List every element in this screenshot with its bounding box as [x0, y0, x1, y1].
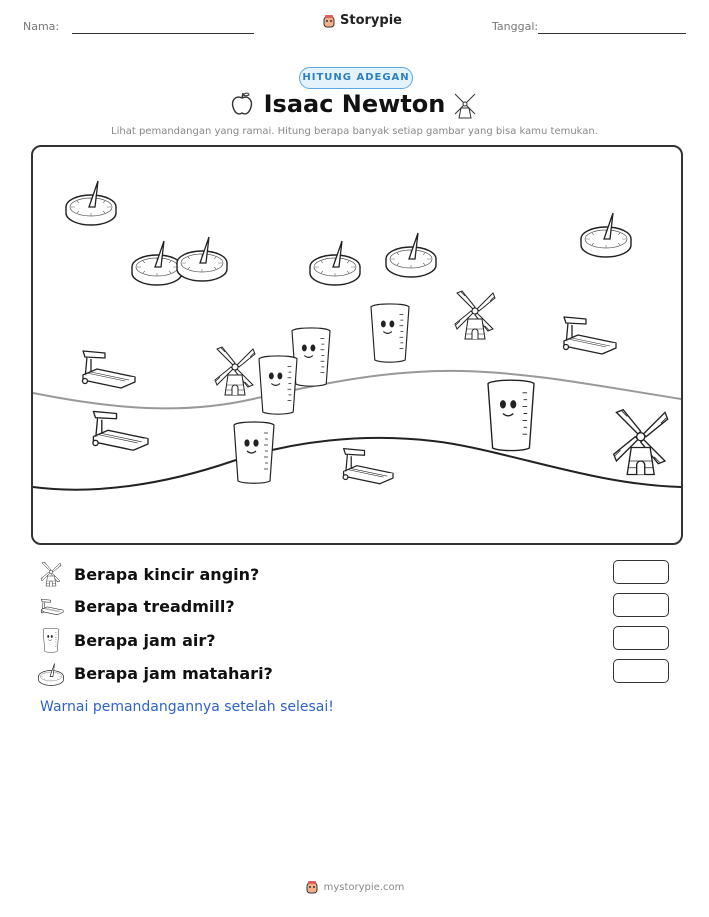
- windmill-icon: [215, 347, 255, 395]
- treadmill-icon: [343, 449, 393, 484]
- page-title: Isaac Newton: [263, 90, 446, 118]
- water-clock-icon: [371, 304, 409, 362]
- treadmill-icon: [38, 593, 64, 619]
- date-field[interactable]: [538, 33, 686, 34]
- sundial-icon: [132, 241, 182, 285]
- name-label: Nama:: [23, 20, 60, 33]
- sundial-icon: [386, 233, 436, 277]
- windmill-title-icon: [451, 90, 479, 120]
- answer-box-sundial[interactable]: [613, 659, 669, 683]
- counting-scene: [31, 145, 683, 545]
- sundial-icon: [66, 181, 116, 225]
- question-sundial: [38, 660, 273, 686]
- storypie-mascot-icon: [305, 880, 319, 894]
- water-clock-icon: [38, 627, 64, 653]
- windmill-icon: [455, 291, 495, 339]
- treadmill-icon: [93, 411, 148, 450]
- brand-logo: [322, 13, 402, 28]
- answer-box-water-clock[interactable]: [613, 626, 669, 650]
- question-text: Berapa treadmill?: [74, 596, 235, 616]
- scene-illustration: [33, 147, 681, 543]
- sundial-icon: [177, 237, 227, 281]
- question-text: Berapa jam matahari?: [74, 663, 273, 683]
- coloring-note: Warnai pemandangannya setelah selesai!: [40, 699, 334, 715]
- question-windmill: [38, 561, 259, 587]
- treadmill-icon: [564, 317, 617, 354]
- question-text: Berapa kincir angin?: [74, 564, 260, 584]
- water-clock-icon: [234, 422, 274, 483]
- storypie-mascot-icon: [322, 14, 336, 28]
- date-label: Tanggal:: [492, 20, 539, 33]
- question-treadmill: [38, 593, 235, 619]
- sundial-icon: [310, 241, 360, 285]
- instructions: Lihat pemandangan yang ramai. Hitung berapa banyak setiap gambar yang bisa kamu temukan.: [111, 126, 598, 137]
- water-clock-icon: [259, 356, 297, 414]
- website-url: mystorypie.com: [323, 881, 405, 893]
- brand-name: Storypie: [340, 13, 402, 28]
- question-water-clock: [38, 627, 216, 653]
- answer-box-treadmill[interactable]: [613, 593, 669, 617]
- sundial-icon: [38, 660, 64, 686]
- windmill-icon: [38, 561, 64, 587]
- name-field[interactable]: [72, 33, 254, 34]
- sundial-icon: [581, 213, 631, 257]
- treadmill-icon: [83, 351, 136, 388]
- answer-box-windmill[interactable]: [613, 560, 669, 584]
- question-text: Berapa jam air?: [74, 630, 216, 650]
- windmill-icon: [614, 410, 668, 475]
- activity-tag: HITUNG ADEGAN: [299, 67, 413, 89]
- website-footer: [0, 880, 709, 894]
- water-clock-icon: [292, 328, 330, 386]
- water-clock-icon: [488, 380, 534, 450]
